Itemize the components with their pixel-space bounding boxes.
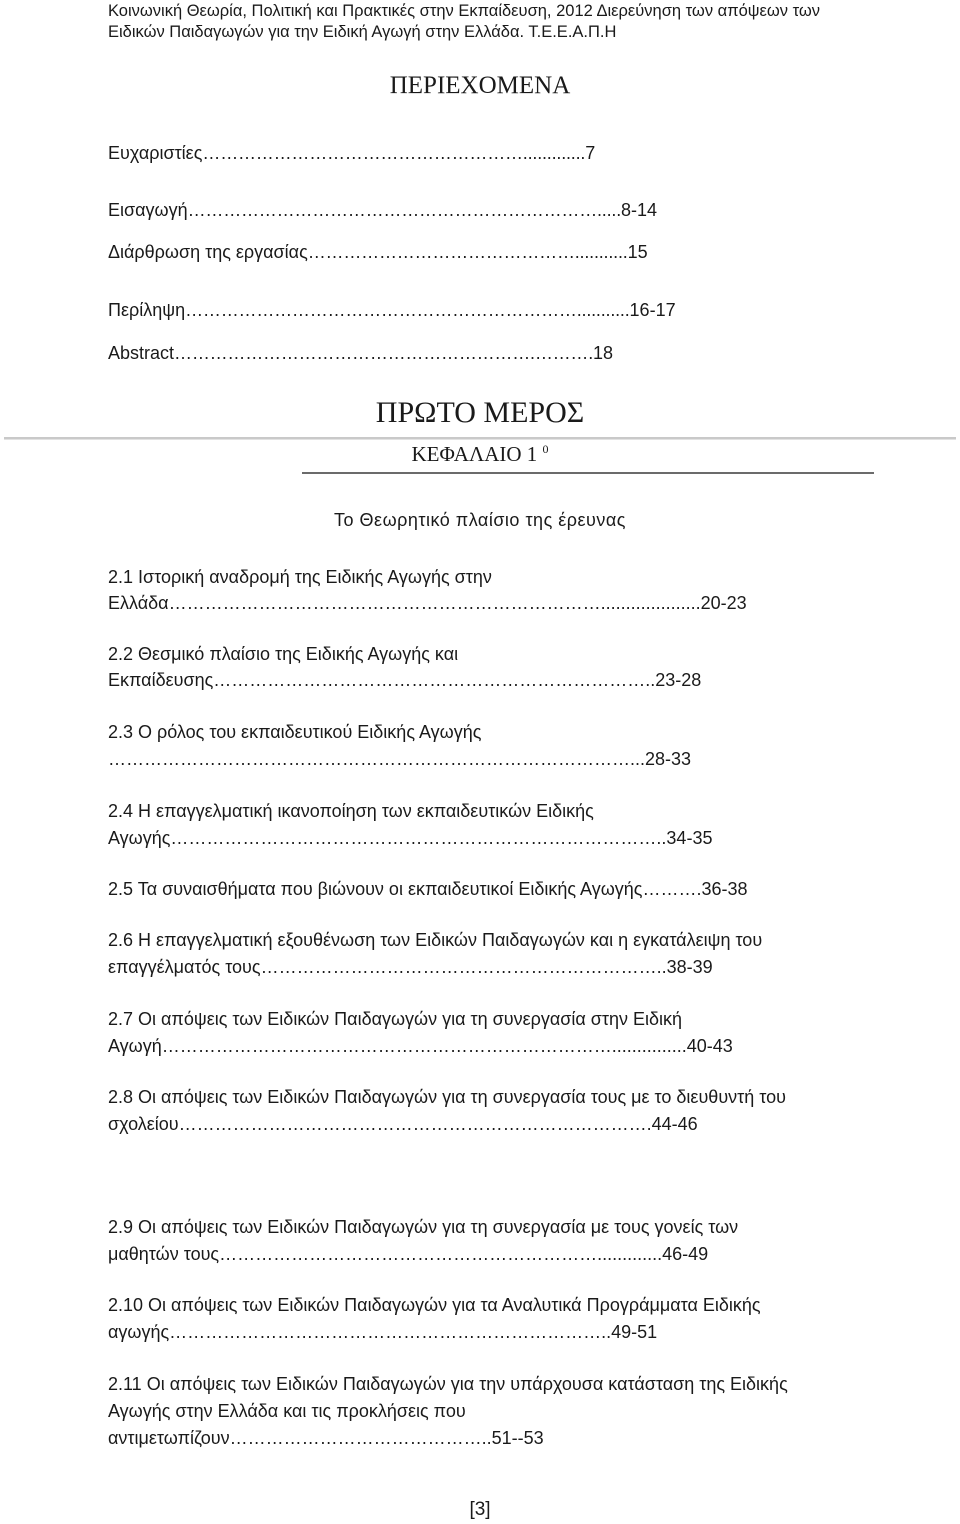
toc-entry-title: Διάρθρωση της εργασίας — [108, 242, 308, 262]
toc-section-2-11-line2[interactable]: Αγωγής στην Ελλάδα και τις προκλήσεις που — [108, 1401, 466, 1421]
toc-entry-abstract[interactable] — [108, 342, 613, 364]
toc-section-2-3-line2[interactable]: ……………………………………………………………………………...28-33 — [108, 749, 692, 769]
toc-section-2-9-line1[interactable]: 2.9 Οι απόψεις των Ειδικών Παιδαγωγών για τη συνεργασία με τους γονείς των — [108, 1217, 739, 1237]
toc-section-2-9-line2[interactable]: μαθητών τους……………………………………………………….............46-49 — [108, 1244, 709, 1264]
toc-leader: ………………………………………………............. — [202, 143, 586, 163]
toc-leader: …………………………………………………….………. — [174, 343, 594, 363]
toc-section-2-11-line3[interactable]: αντιμετωπίζουν……………………………………..51--53 — [108, 1428, 544, 1448]
toc-entry-title: Ευχαριστίες — [108, 143, 203, 163]
toc-section-2-6-line1[interactable]: 2.6 Η επαγγελματική εξουθένωση των Ειδικών Παιδαγωγών και η εγκατάλειψη του — [108, 930, 763, 950]
chapter-divider — [302, 472, 874, 474]
toc-entry-page: 18 — [593, 343, 614, 363]
toc-section-2-8-line2[interactable]: σχολείου…………………………………………………………………….44-46 — [108, 1114, 698, 1134]
toc-section-2-10-line1[interactable]: 2.10 Οι απόψεις των Ειδικών Παιδαγωγών για τα Αναλυτικά Προγράμματα Ειδικής — [108, 1295, 761, 1315]
toc-section-2-11-line1[interactable]: 2.11 Οι απόψεις των Ειδικών Παιδαγωγών για την υπάρχουσα κατάσταση της Ειδικής — [108, 1374, 788, 1394]
toc-entry-acknowledgements[interactable] — [108, 142, 595, 164]
toc-entry-page: 15 — [627, 242, 648, 262]
toc-section-2-3-line1[interactable]: 2.3 Ο ρόλος του εκπαιδευτικού Ειδικής Αγωγής — [108, 722, 482, 742]
toc-section-2-7-line2[interactable]: Αγωγή…………………………………………………………………...............40-43 — [108, 1036, 733, 1056]
chapter-subtitle: Το Θεωρητικό πλαίσιο της έρευνας — [334, 510, 626, 530]
toc-section-2-7-line1[interactable]: 2.7 Οι απόψεις των Ειδικών Παιδαγωγών για τη συνεργασία στην Ειδική — [108, 1009, 683, 1029]
toc-entry-introduction[interactable] — [108, 199, 657, 221]
toc-section-2-1-line1[interactable]: 2.1 Ιστορική αναδρομή της Ειδικής Αγωγής στην — [108, 567, 492, 587]
toc-section-2-8-line1[interactable]: 2.8 Οι απόψεις των Ειδικών Παιδαγωγών για τη συνεργασία τους με το διευθυντή του — [108, 1087, 786, 1107]
toc-entry-title: Εισαγωγή — [108, 200, 188, 220]
contents-title: ΠΕΡΙΕΧΟΜΕΝΑ — [389, 72, 571, 99]
toc-leader: ………………………………………........... — [307, 242, 628, 262]
toc-entry-title: Abstract — [108, 343, 175, 363]
toc-section-2-10-line2[interactable]: αγωγής………………………………………………………………..49-51 — [108, 1322, 658, 1342]
toc-section-2-4-line2[interactable]: Αγωγής………………………………………………………………………..34-35 — [108, 828, 713, 848]
toc-section-2-2-line1[interactable]: 2.2 Θεσμικό πλαίσιο της Ειδικής Αγωγής και — [108, 644, 459, 664]
toc-section-2-2-line2[interactable]: Εκπαίδευσης………………………………………………………………..23-28 — [108, 670, 702, 690]
toc-section-2-6-line2[interactable]: επαγγέλματός τους…………………………………………………………..38-39 — [108, 957, 713, 977]
toc-entry-structure[interactable] — [108, 241, 648, 263]
toc-leader: …………………………………………………………........... — [185, 300, 630, 320]
running-header-line-2: Ειδικών Παιδαγωγών για την Ειδική Αγωγή στην Ελλάδα. Τ.Ε.Ε.Α.Π.Η — [108, 23, 617, 41]
toc-section-2-4-line1[interactable]: 2.4 Η επαγγελματική ικανοποίηση των εκπαιδευτικών Ειδικής — [108, 801, 594, 821]
chapter-label: ΚΕΦΑΛΑΙΟ 1 — [411, 442, 538, 466]
toc-entry-summary[interactable] — [108, 299, 676, 321]
toc-entry-page: 7 — [585, 143, 596, 163]
page-number: [3] — [469, 1499, 491, 1520]
part-title: ΠΡΩΤΟ ΜΕΡΟΣ — [375, 396, 585, 429]
part-divider — [4, 437, 956, 439]
toc-entry-title: Περίληψη — [108, 300, 186, 320]
chapter-superscript: 0 — [542, 442, 549, 456]
toc-section-2-5-line1[interactable]: 2.5 Τα συναισθήματα που βιώνουν οι εκπαιδευτικοί Ειδικής Αγωγής……….36-38 — [108, 879, 748, 899]
toc-leader: ……………………………………………………………..... — [187, 200, 621, 220]
running-header-line-1: Κοινωνική Θεωρία, Πολιτική και Πρακτικές στην Εκπαίδευση, 2012 Διερεύνηση των απόψεων των — [108, 2, 821, 20]
toc-entry-page: 16-17 — [629, 300, 676, 320]
toc-entry-page: 8-14 — [621, 200, 658, 220]
toc-section-2-1-line2[interactable]: Ελλάδα………………………………………………………………....................20-23 — [108, 593, 747, 613]
chapter-heading — [0, 442, 960, 467]
